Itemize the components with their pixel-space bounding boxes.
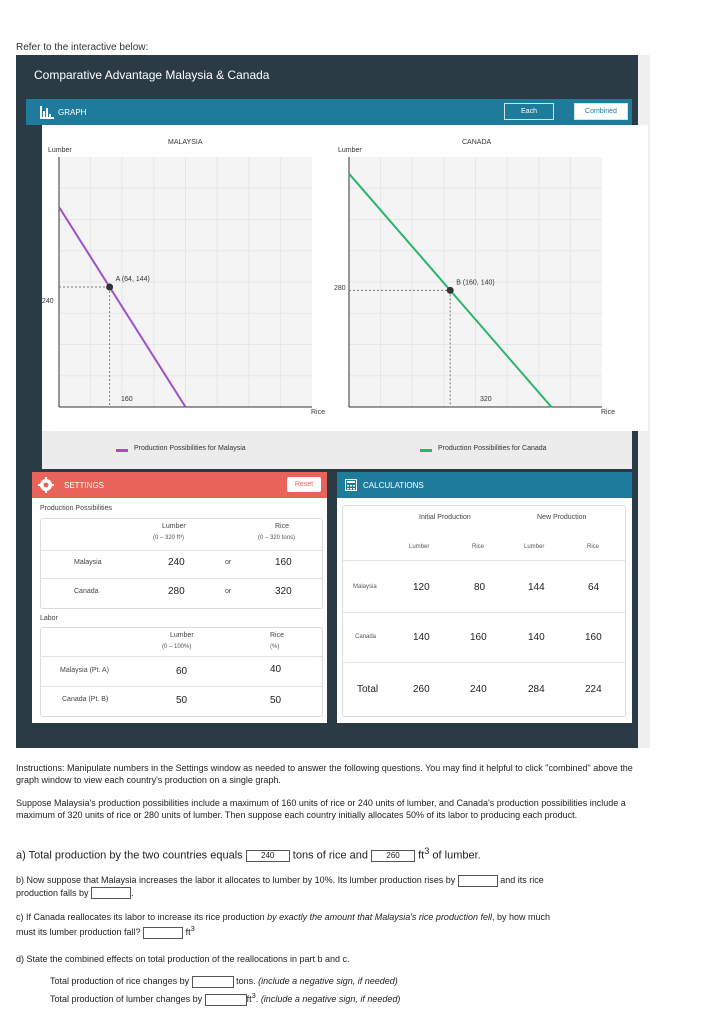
question-d-lumber: Total production of lumber changes by $ft^3$. (include a negative sign, if needed) [50, 991, 401, 1004]
qa-text-2: tons of rice and [292, 849, 368, 862]
graph-header [26, 99, 632, 125]
canada-point-b [447, 287, 454, 294]
malaysia-x-label: Rice [311, 409, 326, 416]
graph-legend [42, 431, 632, 469]
calc-cell: 140 [528, 632, 545, 643]
canada-title: CANADA [462, 139, 492, 146]
qd-lumber-hint: (include a negative sign, if needed) [260, 994, 401, 1004]
calc-row-label: Canada [355, 634, 377, 640]
malaysia-title: MALAYSIA [168, 139, 203, 146]
pp-malaysia-label: Malaysia [74, 559, 102, 566]
canada-x-label: Rice [601, 409, 616, 416]
labor-lumber-range: (0 – 100%) [162, 644, 192, 650]
reset-button[interactable]: Reset [287, 477, 321, 492]
question-a [16, 846, 636, 862]
settings-title: SETTINGS [64, 481, 105, 490]
calc-cell: 160 [470, 632, 487, 643]
qb-text-2: and its rice [500, 875, 544, 885]
calc-initial-rice: Rice [472, 544, 485, 550]
each-button[interactable]: Each [504, 103, 554, 120]
calc-row-label: Malaysia [353, 584, 377, 590]
question-c [16, 911, 636, 939]
malaysia-legend-swatch [116, 449, 128, 452]
qb-text-4: . [131, 887, 134, 898]
canada-y-label: Lumber [338, 147, 362, 154]
graph-area [42, 125, 648, 431]
labor-canada-label: Canada (Pt. B) [62, 696, 109, 703]
qa-lumber-input[interactable]: 260 [371, 850, 415, 862]
qc-unit: ft [185, 927, 191, 937]
qd-rice-label: Total production of rice changes by [50, 976, 190, 986]
malaysia-point-a [106, 284, 113, 291]
calc-new-rice: Rice [587, 544, 600, 550]
calc-cell: 144 [528, 582, 545, 593]
pp-malaysia-rice-input[interactable]: 160 [275, 557, 292, 568]
qd-lumber-unit: ft [246, 994, 252, 1004]
question-d: d) State the combined effects on total production of the reallocations in part b and c. [16, 954, 350, 964]
labor-lumber-head: Lumber [170, 632, 194, 639]
calc-cell: 80 [474, 582, 486, 593]
gear-icon [38, 477, 54, 493]
calc-cell: 284 [528, 684, 545, 695]
qc-text-3: must its lumber production fall? [16, 927, 141, 937]
qd-sup: 3 [251, 991, 256, 1000]
pp-canada-label: Canada [74, 588, 99, 595]
qd-rice-unit: tons. [236, 976, 256, 986]
bar-chart-icon [40, 105, 54, 119]
qa-rice-input[interactable]: 240 [246, 850, 290, 862]
calc-row-label: Total [357, 684, 379, 695]
malaysia-point-label: A (64, 144) [115, 276, 150, 283]
graph-canvas[interactable] [42, 125, 632, 431]
labor-malaysia-label: Malaysia (Pt. A) [60, 667, 110, 674]
qc-lumber-fall-input[interactable] [143, 927, 183, 939]
qc-text-italic: by exactly the amount that Malaysia's rice production fell [267, 912, 492, 922]
qc-text-2: , by how much [491, 912, 551, 922]
qa-text-1: a) Total production by the two countries equals [16, 849, 243, 862]
calc-cell: 160 [585, 632, 602, 643]
question-b [16, 874, 636, 899]
pp-rice-head: Rice [275, 523, 290, 530]
pp-rice-range: (0 – 320 tons) [258, 535, 296, 541]
qa-sup: 3 [424, 846, 430, 856]
pp-malaysia-lumber-input[interactable]: 240 [168, 557, 185, 568]
instructions-text: Instructions: Manipulate numbers in the Settings window as needed to answer the following questions. You may find it helpful to click "combined" above the graph window to view each country's production on a single graph. [16, 763, 633, 785]
calc-cell: 120 [413, 582, 430, 593]
qb-lumber-rise-input[interactable] [458, 875, 498, 887]
pp-lumber-head: Lumber [162, 523, 186, 530]
calculations-title: CALCULATIONS [363, 481, 424, 490]
canada-point-label: B (160, 140) [456, 279, 495, 287]
qb-text-3: production falls by [16, 887, 89, 898]
labor-rice-head: Rice [270, 632, 285, 639]
labor-canada-rice-value: 50 [270, 695, 282, 706]
calc-cell: 64 [588, 582, 600, 593]
scenario-text: Suppose Malaysia's production possibilities include a maximum of 160 units of rice or 240 units of lumber, and Canada's production possibilities include a maximum of 320 units of rice or 280 units of lumber. Then suppose each country initially allocates 50% of its labor to producing each product. [16, 798, 626, 820]
pp-canada-lumber-input[interactable]: 280 [168, 586, 185, 597]
calc-cell: 224 [585, 684, 602, 695]
calc-cell: 240 [470, 684, 487, 695]
pp-or-2: or [225, 588, 232, 595]
canada-y-tick: 280 [334, 285, 346, 292]
calculator-icon [345, 479, 357, 491]
canada-x-tick: 320 [480, 396, 492, 403]
calc-cell: 260 [413, 684, 430, 695]
qd-lumber-label: Total production of lumber changes by [50, 994, 203, 1004]
qa-text-4: of lumber. [429, 849, 481, 862]
labor-malaysia-lumber-input[interactable]: 60 [176, 666, 188, 677]
pp-or-1: or [225, 559, 232, 566]
calculations-header [337, 472, 632, 498]
settings-panel [32, 498, 327, 723]
qa-text-3: ft [418, 849, 425, 862]
canada-legend-label: Production Possibilities for Canada [438, 445, 547, 452]
qb-rice-fall-input[interactable] [91, 887, 131, 899]
malaysia-y-tick: 240 [42, 298, 54, 305]
pp-section-label: Production Possibilities [40, 505, 112, 512]
qd-rice-input[interactable] [192, 976, 234, 988]
app-title: Comparative Advantage Malaysia & Canada [16, 55, 638, 91]
settings-header [32, 472, 327, 498]
intro-text: Refer to the interactive below: [16, 42, 149, 53]
labor-rice-range: (%) [270, 644, 280, 650]
calc-cell: 140 [413, 632, 430, 643]
calculations-panel [337, 498, 632, 723]
calc-new-head: New Production [537, 514, 587, 521]
qd-rice-hint: (include a negative sign, if needed) [258, 976, 398, 986]
labor-section-label: Labor [40, 615, 58, 622]
malaysia-legend-label: Production Possibilities for Malaysia [134, 445, 246, 452]
canada-legend-swatch [420, 449, 432, 452]
malaysia-y-label: Lumber [48, 147, 72, 154]
calc-initial-lumber: Lumber [409, 544, 430, 550]
pp-lumber-range: (0 – 320 ft³) [153, 535, 185, 541]
pp-canada-rice-input[interactable]: 320 [275, 586, 292, 597]
calc-new-lumber: Lumber [524, 544, 545, 550]
qd-lumber-input[interactable] [205, 994, 247, 1006]
labor-canada-lumber-input[interactable]: 50 [176, 695, 188, 706]
malaysia-x-tick: 160 [121, 396, 133, 403]
graph-title: GRAPH [58, 108, 87, 117]
qc-text-1: c) If Canada reallocates its labor to increase its rice production [16, 912, 265, 922]
combined-button[interactable]: Combined [574, 103, 628, 120]
labor-malaysia-rice-value: 40 [270, 664, 282, 675]
question-d-rice [50, 975, 640, 988]
qc-sup: 3 [190, 924, 195, 933]
qb-text-1: b) Now suppose that Malaysia increases the labor it allocates to lumber by 10%. Its lumber production rises by [16, 875, 456, 885]
calc-initial-head: Initial Production [419, 514, 471, 521]
